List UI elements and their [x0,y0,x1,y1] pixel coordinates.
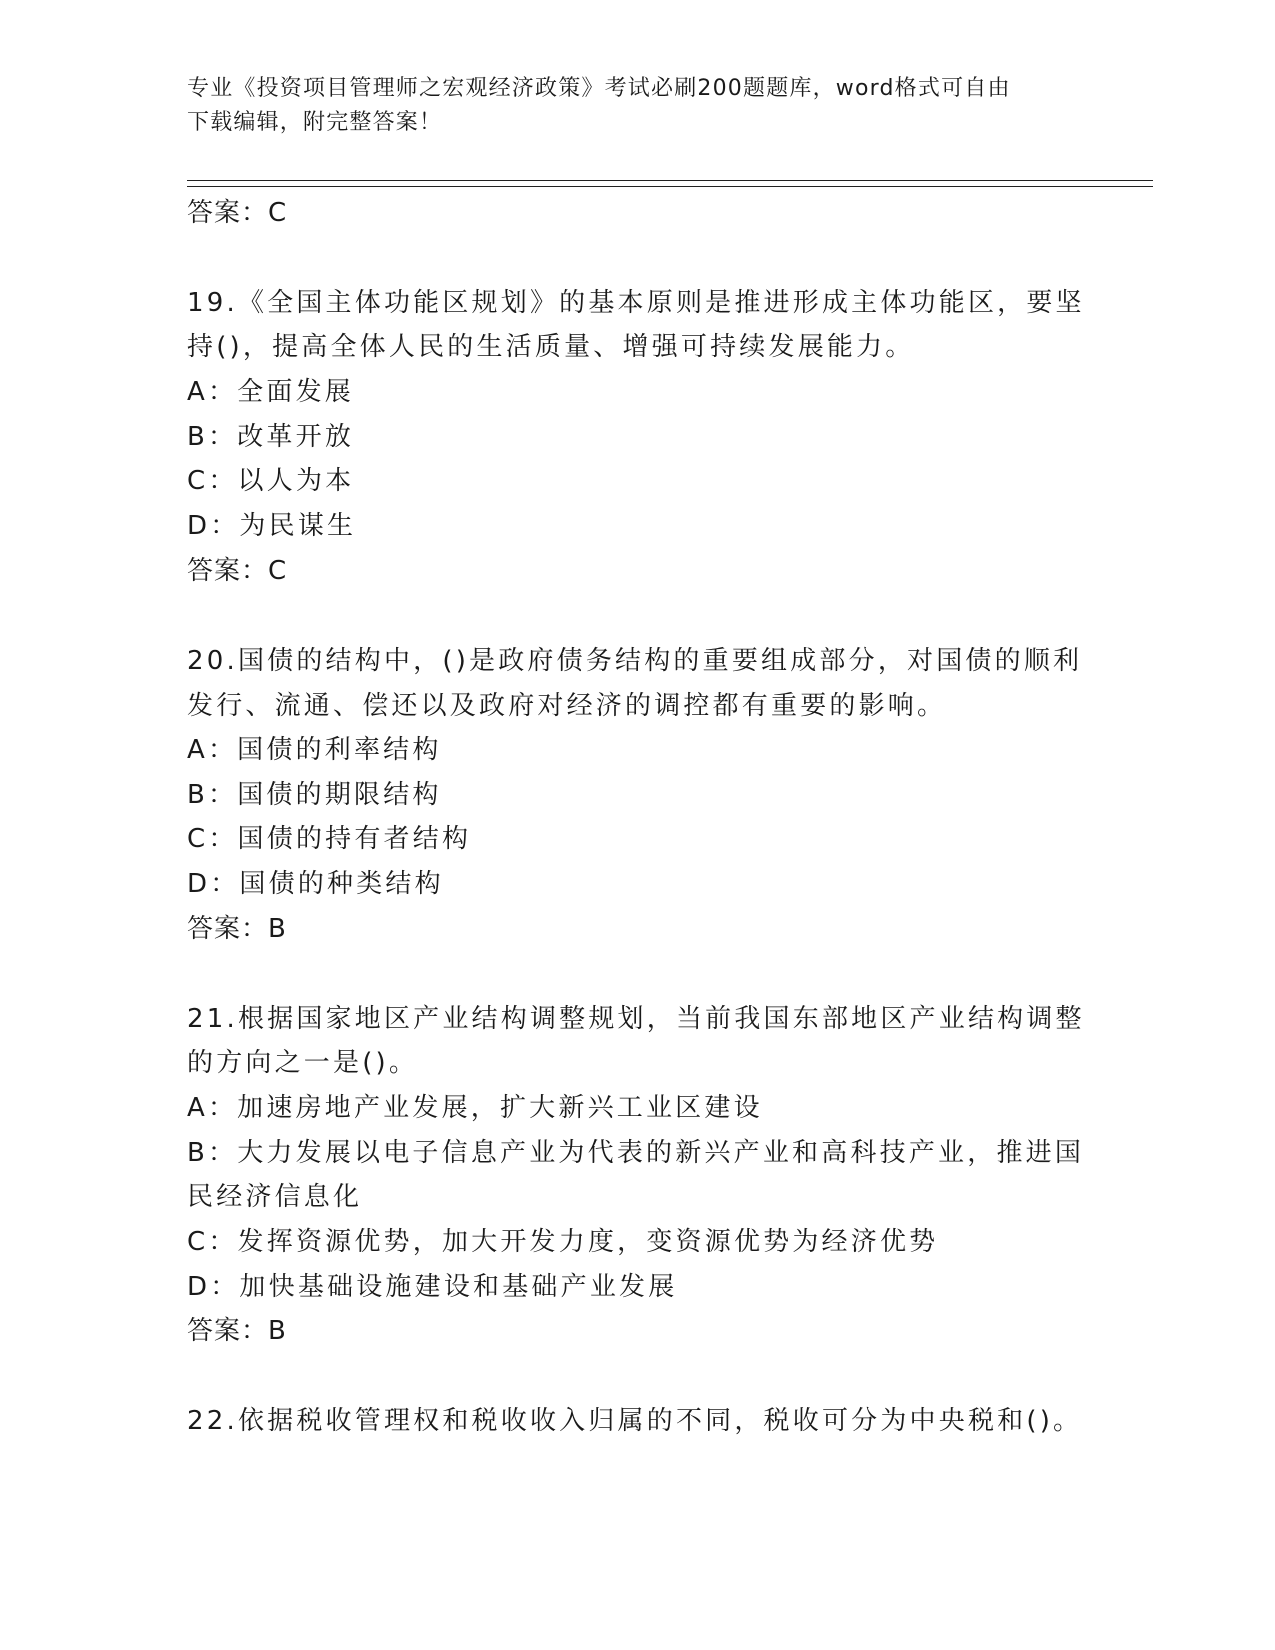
q19-option-b: B：改革开放 [187,422,355,452]
header-rule-bottom [187,186,1153,187]
q21-stem-line-1: 21.根据国家地区产业结构调整规划，当前我国东部地区产业结构调整 [187,1004,1085,1034]
q21-option-d: D：加快基础设施建设和基础产业发展 [187,1272,678,1302]
header-line-2: 下载编辑，附完整答案！ [187,110,443,135]
q21-option-c: C：发挥资源优势，加大开发力度，变资源优势为经济优势 [187,1227,939,1257]
q19-stem-line-2: 持()，提高全体人民的生活质量、增强可持续发展能力。 [187,332,915,362]
q22-stem-line-1: 22.依据税收管理权和税收收入归属的不同，税收可分为中央税和()。 [187,1406,1083,1436]
q21-answer: 答案：B [187,1316,287,1346]
q21-option-b-line-2: 民经济信息化 [187,1182,363,1212]
q19-option-d: D：为民谋生 [187,511,357,541]
q20-option-d: D：国债的种类结构 [187,869,444,899]
q20-stem-line-2: 发行、流通、偿还以及政府对经济的调控都有重要的影响。 [187,691,947,721]
q19-answer: 答案：C [187,556,288,586]
document-header [187,72,1067,140]
q21-option-b-line-1: B：大力发展以电子信息产业为代表的新兴产业和高科技产业，推进国 [187,1138,1085,1168]
q20-stem-line-1: 20.国债的结构中，()是政府债务结构的重要组成部分，对国债的顺利 [187,646,1083,676]
q20-option-a: A：国债的利率结构 [187,735,442,765]
q19-option-c: C：以人为本 [187,466,355,496]
q20-option-b: B：国债的期限结构 [187,780,442,810]
header-line-1: 专业《投资项目管理师之宏观经济政策》考试必刷200题题库，word格式可自由 [187,76,1011,101]
q20-answer: 答案：B [187,914,287,944]
q20-option-c: C：国债的持有者结构 [187,824,472,854]
q21-option-a: A：加速房地产业发展，扩大新兴工业区建设 [187,1093,763,1123]
header-rule-top [187,180,1153,181]
q21-stem-line-2: 的方向之一是()。 [187,1048,419,1078]
previous-answer: 答案：C [187,198,288,228]
q19-stem-line-1: 19.《全国主体功能区规划》的基本原则是推进形成主体功能区，要坚 [187,288,1085,318]
q19-option-a: A：全面发展 [187,377,354,407]
